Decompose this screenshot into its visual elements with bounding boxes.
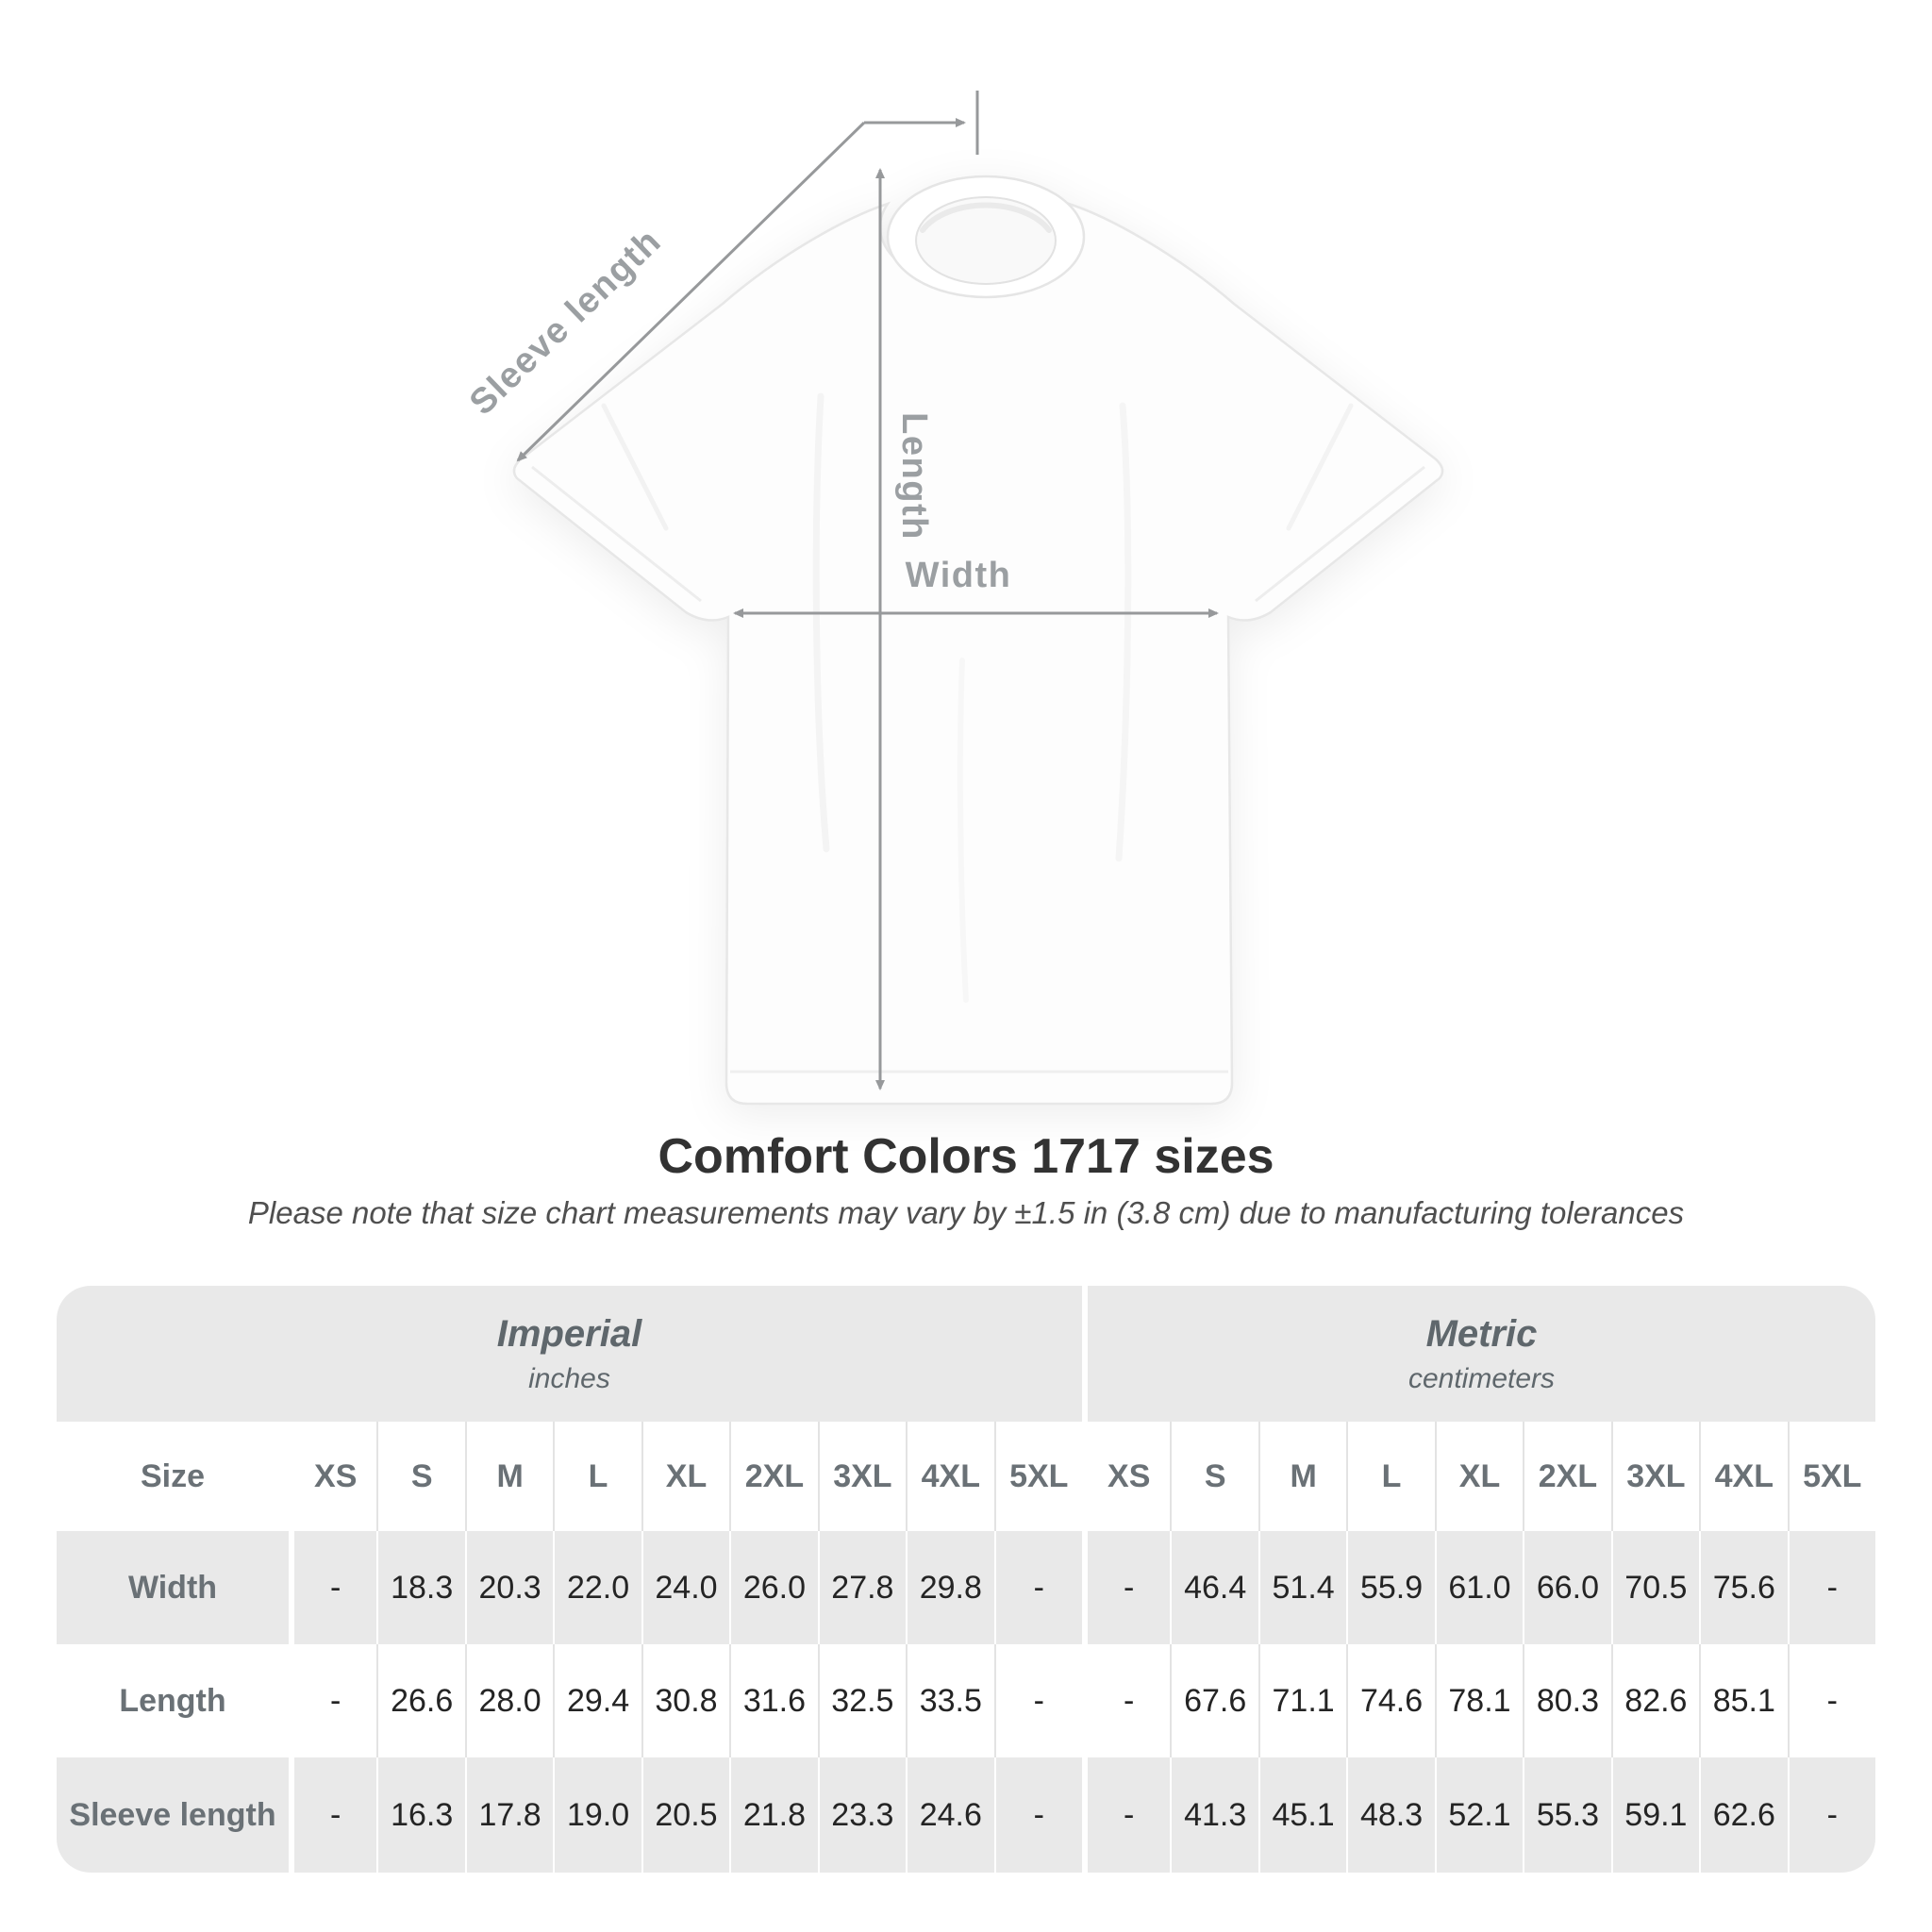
table-cell: - xyxy=(1082,1644,1170,1757)
table-cell: - xyxy=(1082,1757,1170,1873)
table-cell: - xyxy=(994,1531,1082,1644)
width-label: Width xyxy=(905,556,1012,595)
size-corner-cell: Size xyxy=(57,1422,289,1531)
metric-unit: centimeters xyxy=(1407,1362,1556,1394)
table-cell: - xyxy=(289,1531,376,1644)
table-cell: 21.8 xyxy=(729,1757,817,1873)
size-column-header: 3XL xyxy=(818,1422,906,1531)
size-column-header: 2XL xyxy=(1523,1422,1610,1531)
collar xyxy=(888,176,1084,297)
table-cell: - xyxy=(994,1644,1082,1757)
table-cell: 20.5 xyxy=(641,1757,729,1873)
table-cell: 28.0 xyxy=(465,1644,553,1757)
table-cell: 80.3 xyxy=(1523,1644,1610,1757)
table-cell: - xyxy=(1788,1757,1875,1873)
metric-label: Metric xyxy=(1425,1312,1538,1355)
page-title: Comfort Colors 1717 sizes xyxy=(658,1129,1274,1184)
imperial-unit: inches xyxy=(528,1362,610,1394)
table-cell: - xyxy=(289,1644,376,1757)
table-cell: 26.0 xyxy=(729,1531,817,1644)
tshirt-illustration xyxy=(514,176,1442,1104)
table-cell: - xyxy=(289,1757,376,1873)
table-cell: - xyxy=(1788,1644,1875,1757)
table-cell: 33.5 xyxy=(906,1644,993,1757)
unit-group-imperial xyxy=(57,1286,1082,1422)
table-cell: 31.6 xyxy=(729,1644,817,1757)
size-column-header: XS xyxy=(1082,1422,1170,1531)
table-cell: 27.8 xyxy=(818,1531,906,1644)
tshirt-body xyxy=(514,204,1442,1104)
table-cell: 52.1 xyxy=(1435,1757,1523,1873)
size-column-header: 5XL xyxy=(994,1422,1082,1531)
size-column-header: M xyxy=(1258,1422,1346,1531)
row-label: Width xyxy=(57,1531,289,1644)
size-column-header: S xyxy=(376,1422,464,1531)
row-label: Sleeve length xyxy=(57,1757,289,1873)
table-cell: - xyxy=(1788,1531,1875,1644)
page-subtitle: Please note that size chart measurements may vary by ±1.5 in (3.8 cm) due to manufacturing tolerances xyxy=(247,1195,1685,1230)
table-cell: 41.3 xyxy=(1170,1757,1257,1873)
table-cell: 66.0 xyxy=(1523,1531,1610,1644)
table-cell: 18.3 xyxy=(376,1531,464,1644)
table-cell: 19.0 xyxy=(553,1757,641,1873)
table-cell: 32.5 xyxy=(818,1644,906,1757)
size-column-header: 5XL xyxy=(1788,1422,1875,1531)
size-column-header: 4XL xyxy=(1699,1422,1787,1531)
table-cell: 45.1 xyxy=(1258,1757,1346,1873)
table-cell: 85.1 xyxy=(1699,1644,1787,1757)
table-cell: 61.0 xyxy=(1435,1531,1523,1644)
table-cell: 24.6 xyxy=(906,1757,993,1873)
size-column-header: M xyxy=(465,1422,553,1531)
table-cell: 62.6 xyxy=(1699,1757,1787,1873)
size-column-header: L xyxy=(553,1422,641,1531)
table-cell: 70.5 xyxy=(1611,1531,1699,1644)
table-cell: 29.4 xyxy=(553,1644,641,1757)
table-cell: 23.3 xyxy=(818,1757,906,1873)
table-cell: - xyxy=(994,1757,1082,1873)
table-cell: 78.1 xyxy=(1435,1644,1523,1757)
table-cell: 59.1 xyxy=(1611,1757,1699,1873)
table-cell: 22.0 xyxy=(553,1531,641,1644)
size-column-header: S xyxy=(1170,1422,1257,1531)
table-cell: 29.8 xyxy=(906,1531,993,1644)
sleeve-length-label: Sleeve length xyxy=(461,221,670,424)
unit-group-metric xyxy=(1082,1286,1875,1422)
length-label: Length xyxy=(894,412,934,541)
table-cell: 74.6 xyxy=(1346,1644,1434,1757)
table-cell: 71.1 xyxy=(1258,1644,1346,1757)
table-cell: 24.0 xyxy=(641,1531,729,1644)
table-cell: 46.4 xyxy=(1170,1531,1257,1644)
table-cell: 26.6 xyxy=(376,1644,464,1757)
size-column-header: 2XL xyxy=(729,1422,817,1531)
size-column-header: XL xyxy=(641,1422,729,1531)
table-cell: 82.6 xyxy=(1611,1644,1699,1757)
title-block xyxy=(0,1129,1932,1232)
table-cell: 67.6 xyxy=(1170,1644,1257,1757)
size-table xyxy=(57,1286,1875,1873)
table-cell: 20.3 xyxy=(465,1531,553,1644)
size-column-header: XL xyxy=(1435,1422,1523,1531)
table-cell: 55.9 xyxy=(1346,1531,1434,1644)
size-column-header: XS xyxy=(289,1422,376,1531)
table-cell: 17.8 xyxy=(465,1757,553,1873)
size-column-header: 4XL xyxy=(906,1422,993,1531)
row-label: Length xyxy=(57,1644,289,1757)
table-cell: 55.3 xyxy=(1523,1757,1610,1873)
table-cell: 51.4 xyxy=(1258,1531,1346,1644)
table-cell: 16.3 xyxy=(376,1757,464,1873)
table-cell: 48.3 xyxy=(1346,1757,1434,1873)
size-column-header: L xyxy=(1346,1422,1434,1531)
table-cell: - xyxy=(1082,1531,1170,1644)
size-column-header: 3XL xyxy=(1611,1422,1699,1531)
imperial-label: Imperial xyxy=(496,1312,642,1355)
table-cell: 75.6 xyxy=(1699,1531,1787,1644)
table-cell: 30.8 xyxy=(641,1644,729,1757)
